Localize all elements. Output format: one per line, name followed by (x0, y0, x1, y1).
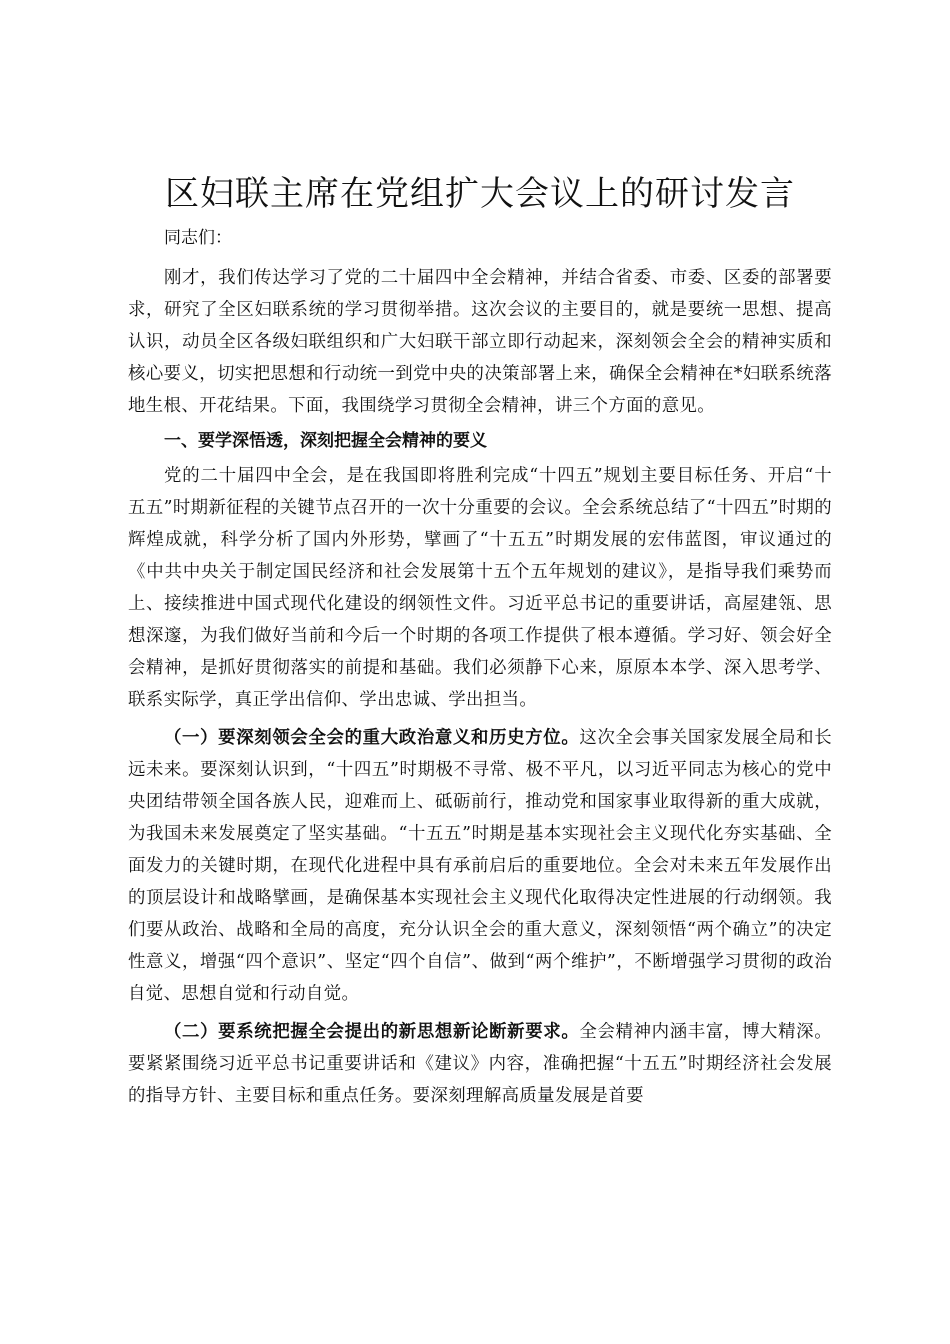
point-2-body: 全会精神内涵丰富，博大精深。要紧紧围绕习近平总书记重要讲话和《建议》内容，准确把握“十五五”时期经济社会发展的指导方针、主要目标和重点任务。要深刻理解高质量发展是首要 (128, 1022, 832, 1106)
section-1-heading: 一、要学深悟透，深刻把握全会精神的要义 (164, 431, 487, 451)
intro-paragraph: 刚才，我们传达学习了党的二十届四中全会精神，并结合省委、市委、区委的部署要求，研究了全区妇联系统的学习贯彻举措。这次会议的主要目的，就是要统一思想、提高认识，动员全区各级妇联组织和广大妇联干部立即行动起来，深刻领会全会的精神实质和核心要义，切实把思想和行动统一到党中央的决策部署上来，确保全会精神在*妇联系统落地生根、开花结果。下面，我围绕学习贯彻全会精神，讲三个方面的意见。 (128, 268, 832, 416)
point-1-body: 这次全会事关国家发展全局和长远未来。要深刻认识到，“十四五”时期极不寻常、极不平凡，以习近平同志为核心的党中央团结带领全国各族人民，迎难而上、砥砺前行，推动党和国家事业取得新的重大成就，为我国未来发展奠定了坚实基础。“十五五”时期是基本实现社会主义现代化夯实基础、全面发力的关键时期，在现代化进程中具有承前启后的重要地位。全会对未来五年发展作出的顶层设计和战略擘画，是确保基本实现社会主义现代化取得决定性进展的行动纲领。我们要从政治、战略和全局的高度，充分认识全会的重大意义，深刻领悟“两个确立”的决定性意义，增强“四个意识”、坚定“四个自信”、做到“两个维护”，不断增强学习贯彻的政治自觉、思想自觉和行动自觉。 (128, 728, 832, 1004)
document-title: 区妇联主席在党组扩大会议上的研讨发言 (165, 174, 795, 214)
point-2-lead: （二）要系统把握全会提出的新思想新论断新要求。 (164, 1022, 580, 1042)
point-2-paragraph (128, 1016, 832, 1112)
document-body (128, 168, 832, 1112)
point-1-paragraph (128, 722, 832, 1010)
section-1-paragraph: 党的二十届四中全会，是在我国即将胜利完成“十四五”规划主要目标任务、开启“十五五”时期新征程的关键节点召开的一次十分重要的会议。全会系统总结了“十四五”时期的辉煌成就，科学分析了国内外形势，擘画了“十五五”时期发展的宏伟蓝图，审议通过的《中共中央关于制定国民经济和社会发展第十五个五年规划的建议》，是指导我们乘势而上、接续推进中国式现代化建设的纲领性文件。习近平总书记的重要讲话，高屋建瓴、思想深邃，为我们做好当前和今后一个时期的各项工作提供了根本遵循。学习好、领会好全会精神，是抓好贯彻落实的前提和基础。我们必须静下心来，原原本本学、深入思考学、联系实际学，真正学出信仰、学出忠诚、学出担当。 (128, 466, 832, 710)
point-1-lead: （一）要深刻领会全会的重大政治意义和历史方位。 (164, 728, 580, 748)
salutation: 同志们： (164, 228, 232, 248)
